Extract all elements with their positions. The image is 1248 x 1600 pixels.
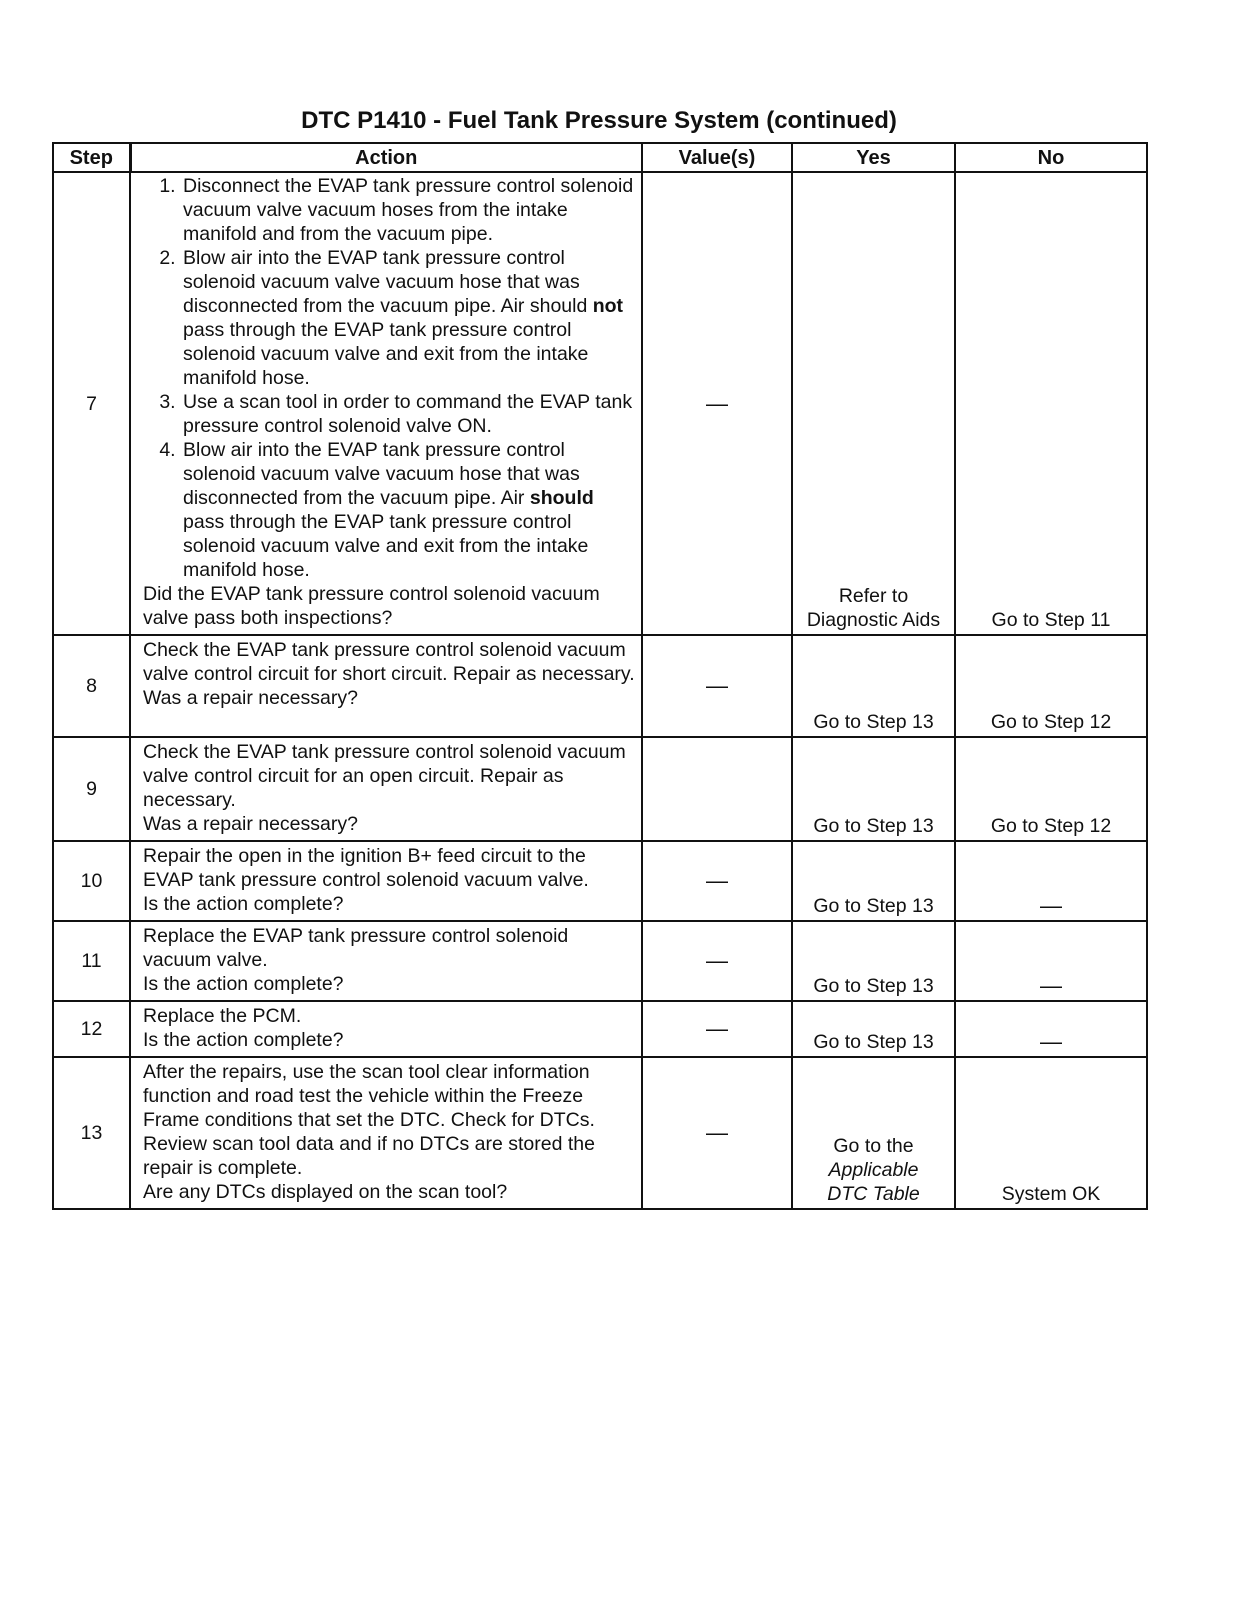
no-cell: Go to Step 12 [955,737,1147,841]
yes-link-text: DTC Table [827,1183,920,1205]
yes-cell [792,1057,955,1209]
action-cell [130,841,642,921]
action-cell [130,635,642,737]
table-row [53,172,1147,635]
table-row [53,921,1147,1001]
table-row [53,841,1147,921]
question-text: Is the action complete? [143,973,344,995]
substep-text: pass through the EVAP tank pressure control solenoid vacuum valve and exit from the intake manifold hose. [183,319,589,389]
header-no: No [955,143,1147,172]
substep-item: 3. Use a scan tool in order to command the EVAP tank pressure control solenoid valve ON. [181,390,635,438]
action-cell [130,172,642,635]
substep-item [181,438,635,582]
value-cell: — [642,1001,792,1057]
header-values: Value(s) [642,143,792,172]
action-text: Check the EVAP tank pressure control solenoid vacuum valve control circuit for an open circuit. Repair as necessary. [143,741,626,811]
no-cell: System OK [955,1057,1147,1209]
value-cell: — [642,841,792,921]
step-number: 7 [53,172,130,635]
header-yes: Yes [792,143,955,172]
action-cell [130,1001,642,1057]
substep-list [143,174,635,582]
step-number: 13 [53,1057,130,1209]
no-cell: Go to Step 12 [955,635,1147,737]
no-cell: — [955,921,1147,1001]
substep-item [181,246,635,390]
value-cell: — [642,921,792,1001]
table-row [53,737,1147,841]
substep-text: pass through the EVAP tank pressure control solenoid vacuum valve and exit from the intake manifold hose. [183,511,589,581]
substep-item: 1. Disconnect the EVAP tank pressure control solenoid vacuum valve vacuum hoses from the intake manifold and from the vacuum pipe. [181,174,635,246]
action-cell [130,737,642,841]
table-row [53,1057,1147,1209]
action-cell [130,1057,642,1209]
question-text: Is the action complete? [143,1029,344,1051]
step-number: 11 [53,921,130,1001]
yes-cell: Go to Step 13 [792,1001,955,1057]
emphasis-text: not [592,295,624,317]
action-text: Check the EVAP tank pressure control solenoid vacuum valve control circuit for short circuit. Repair as necessary. [143,639,635,685]
yes-cell: Go to Step 13 [792,635,955,737]
value-cell [642,737,792,841]
no-cell: Go to Step 11 [955,172,1147,635]
diagnostic-table [52,142,1148,1210]
yes-cell: Go to Step 13 [792,737,955,841]
header-row [53,143,1147,172]
step-number: 10 [53,841,130,921]
question-text: Was a repair necessary? [143,687,358,709]
yes-text: Go to the [833,1135,914,1157]
question-text: Did the EVAP tank pressure control solenoid vacuum valve pass both inspections? [143,583,600,629]
header-action: Action [130,143,642,172]
table-row [53,635,1147,737]
action-text: Repair the open in the ignition B+ feed circuit to the EVAP tank pressure control solenoid vacuum valve. [143,845,589,891]
table-row [53,1001,1147,1057]
substep-text: Blow air into the EVAP tank pressure control solenoid vacuum valve vacuum hose that was disconnected from the vacuum pipe. Air [183,439,580,509]
action-text: Replace the PCM. [143,1005,302,1027]
step-number: 8 [53,635,130,737]
value-cell: — [642,1057,792,1209]
value-cell: — [642,635,792,737]
yes-text: Refer to [838,585,909,607]
step-number: 9 [53,737,130,841]
yes-cell: Go to Step 13 [792,921,955,1001]
substep-text: Blow air into the EVAP tank pressure control solenoid vacuum valve vacuum hose that was disconnected from the vacuum pipe. Air should [183,247,588,317]
header-step: Step [53,143,130,172]
question-text: Was a repair necessary? [143,813,358,835]
question-text: Is the action complete? [143,893,344,915]
yes-cell: Go to Step 13 [792,841,955,921]
action-text: Replace the EVAP tank pressure control solenoid vacuum valve. [143,925,569,971]
page-title: DTC P1410 - Fuel Tank Pressure System (continued) [301,107,897,134]
action-cell [130,921,642,1001]
emphasis-text: should [529,487,594,509]
action-text: After the repairs, use the scan tool clear information function and road test the vehicle within the Freeze Frame conditions that set the DTC. Check for DTCs. Review scan tool data and if no DTCs are stored the repair is complete. [143,1061,595,1179]
question-text: Are any DTCs displayed on the scan tool? [143,1181,508,1203]
no-cell: — [955,841,1147,921]
yes-cell [792,172,955,635]
yes-text: Diagnostic Aids [806,609,941,631]
yes-link-text: Applicable [828,1159,919,1181]
value-cell: — [642,172,792,635]
no-cell: — [955,1001,1147,1057]
step-number: 12 [53,1001,130,1057]
